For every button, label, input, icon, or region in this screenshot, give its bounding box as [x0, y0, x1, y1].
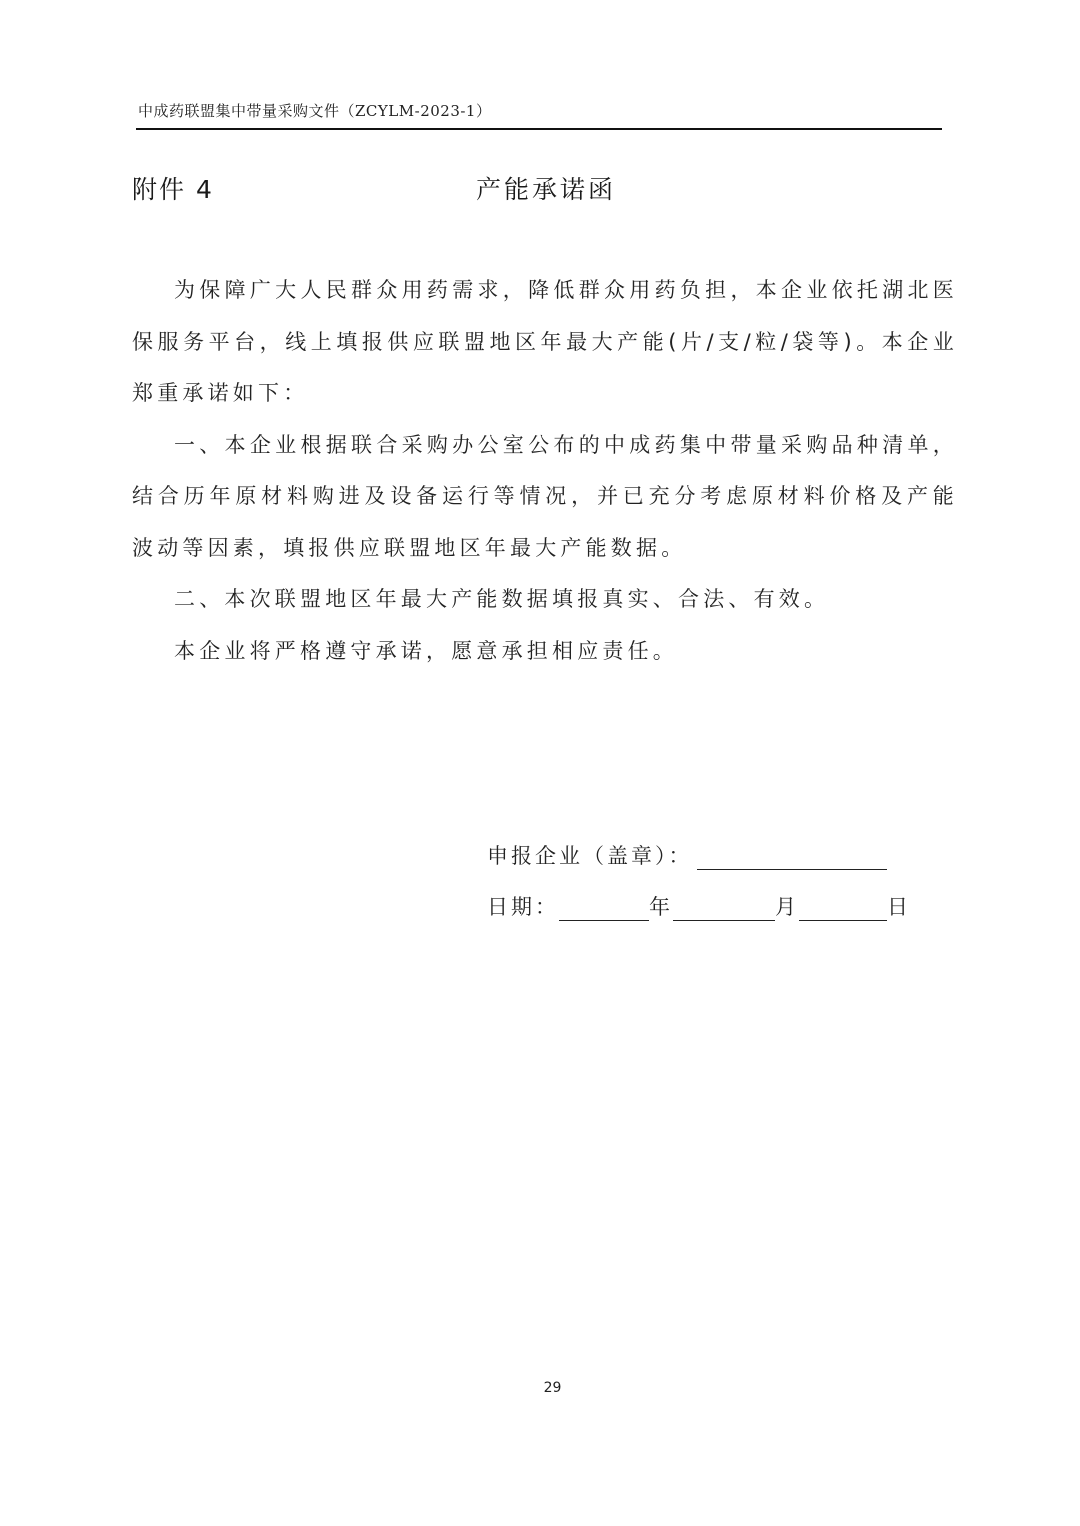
- signature-block: [487, 830, 911, 932]
- day-blank[interactable]: [799, 894, 887, 921]
- closing-paragraph: 本企业将严格遵守承诺，愿意承担相应责任。: [174, 638, 678, 663]
- intro-paragraph: 为保障广大人民群众用药需求，降低群众用药负担，本企业依托湖北医保服务平台，线上填报供应联盟地区年最大产能(片/支/粒/袋等)。本企业郑重承诺如下：: [132, 278, 958, 405]
- company-seal-label: 申报企业（盖章）：: [487, 844, 693, 868]
- month-blank[interactable]: [673, 894, 775, 921]
- year-label: 年: [649, 895, 673, 919]
- commitment-item-1: 一、本企业根据联合采购办公室公布的中成药集中带量采购品种清单，结合历年原材料购进及设备运行等情况，并已充分考虑原材料价格及产能波动等因素，填报供应联盟地区年最大产能数据。: [132, 432, 958, 560]
- letter-body: [132, 265, 958, 677]
- month-label: 月: [775, 895, 799, 919]
- commitment-item-2: 二、本次联盟地区年最大产能数据填报真实、合法、有效。: [174, 587, 830, 611]
- company-seal-blank[interactable]: [697, 843, 887, 870]
- page-number: 29: [543, 1380, 562, 1396]
- attachment-label: 附件 4: [132, 175, 214, 204]
- date-label: 日期：: [487, 895, 559, 919]
- document-title: 产能承诺函: [476, 175, 617, 204]
- date-row: [487, 881, 911, 921]
- header-divider: [136, 128, 942, 130]
- company-seal-row: [487, 830, 911, 870]
- day-label: 日: [887, 895, 911, 919]
- document-header: 中成药联盟集中带量采购文件（ZCYLM-2023-1）: [138, 102, 492, 120]
- year-blank[interactable]: [559, 894, 649, 921]
